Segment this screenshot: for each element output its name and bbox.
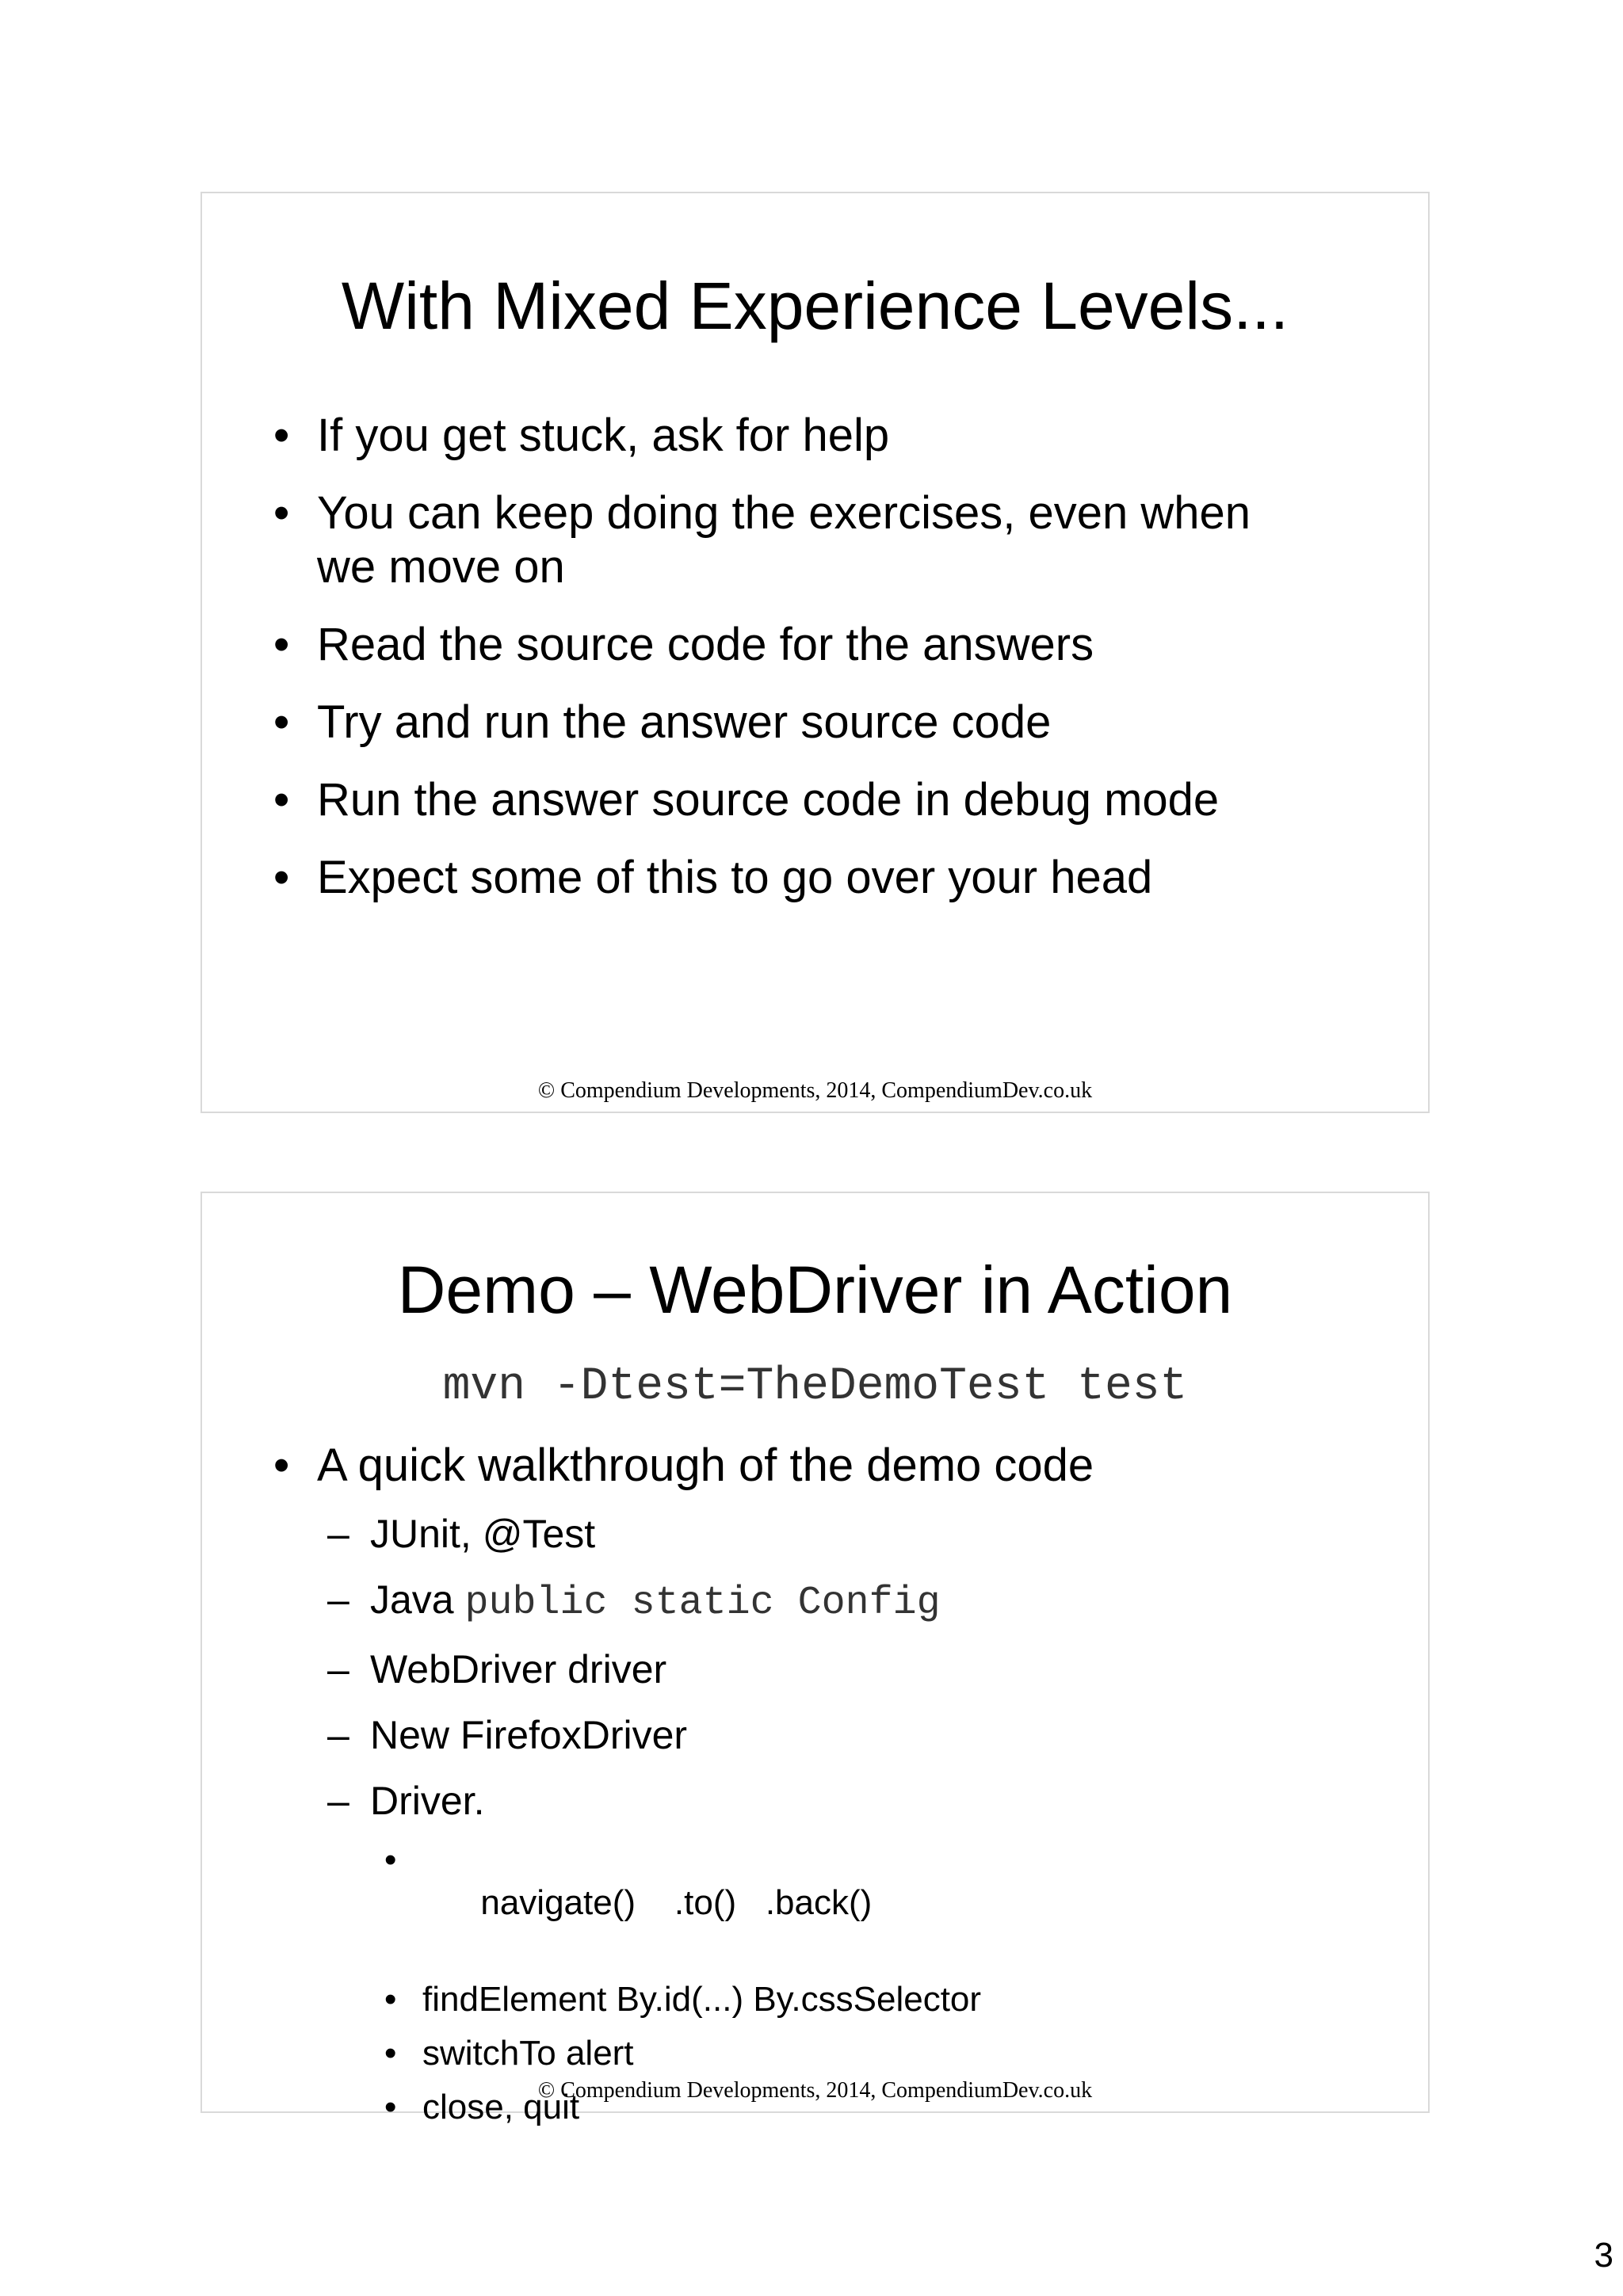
bullet-icon: • bbox=[273, 410, 290, 461]
dash-icon: – bbox=[327, 1512, 349, 1556]
bullet-icon: • bbox=[273, 696, 290, 748]
bullet-icon: • bbox=[384, 2088, 397, 2126]
sub-sub-list-item: • navigate() .to() .back() bbox=[384, 1840, 873, 1922]
slide-1-footer: © Compendium Developments, 2014, CompendiumDev.co.uk bbox=[537, 1078, 1093, 1103]
slide-2-title: Demo – WebDriver in Action bbox=[397, 1253, 1233, 1327]
slide-2-footer: © Compendium Developments, 2014, CompendiumDev.co.uk bbox=[537, 2078, 1093, 2103]
sub-list-item: – Java public static Config bbox=[327, 1577, 941, 1626]
bullet-icon: • bbox=[273, 487, 290, 539]
slide-1-title: With Mixed Experience Levels... bbox=[341, 269, 1289, 343]
slide-1-bullet-list bbox=[202, 409, 1428, 905]
bullet-icon: • bbox=[273, 619, 290, 670]
code-snippet: public static Config bbox=[464, 1581, 941, 1626]
sub-sub-list-item: • switchTo alert bbox=[202, 2032, 1428, 2075]
dash-icon: – bbox=[327, 1713, 349, 1757]
list-item: • You can keep doing the exercises, even when we move on bbox=[273, 487, 1251, 593]
bullet-icon: • bbox=[384, 2034, 397, 2073]
sub-list-item: – JUnit, @Test bbox=[327, 1512, 596, 1556]
dash-icon: – bbox=[327, 1779, 349, 1823]
dash-icon: – bbox=[327, 1647, 349, 1691]
sub-sub-list-item: • close, quit bbox=[202, 2086, 1428, 2129]
slide-2 bbox=[200, 1192, 1430, 2126]
slide-2-bullet-list bbox=[202, 1439, 1428, 2129]
list-item: • Read the source code for the answers bbox=[273, 619, 1094, 670]
command-line: mvn -Dtest=TheDemoTest test bbox=[442, 1361, 1188, 1413]
list-item: • A quick walkthrough of the demo code bbox=[273, 1440, 1094, 1491]
bullet-icon: • bbox=[384, 1980, 397, 2019]
bullet-icon: • bbox=[384, 1840, 397, 1879]
list-item: • Run the answer source code in debug mode bbox=[273, 774, 1220, 826]
sub-list-item: – Driver. bbox=[327, 1779, 485, 1823]
sub-sub-list-item: • findElement By.id(...) By.cssSelector bbox=[202, 1978, 1428, 2021]
sub-list-item: – WebDriver driver bbox=[327, 1647, 667, 1691]
dash-icon: – bbox=[327, 1577, 349, 1622]
list-item: • Try and run the answer source code bbox=[273, 696, 1052, 748]
slide-1 bbox=[200, 192, 1430, 1113]
list-item: • Expect some of this to go over your head bbox=[273, 852, 1153, 903]
bullet-icon: • bbox=[273, 774, 290, 826]
bullet-icon: • bbox=[273, 1440, 290, 1491]
page-number: 3 bbox=[1594, 2236, 1613, 2275]
bullet-icon: • bbox=[273, 852, 290, 903]
sub-list-item: – New FirefoxDriver bbox=[327, 1713, 688, 1757]
list-item: • If you get stuck, ask for help bbox=[273, 410, 890, 461]
